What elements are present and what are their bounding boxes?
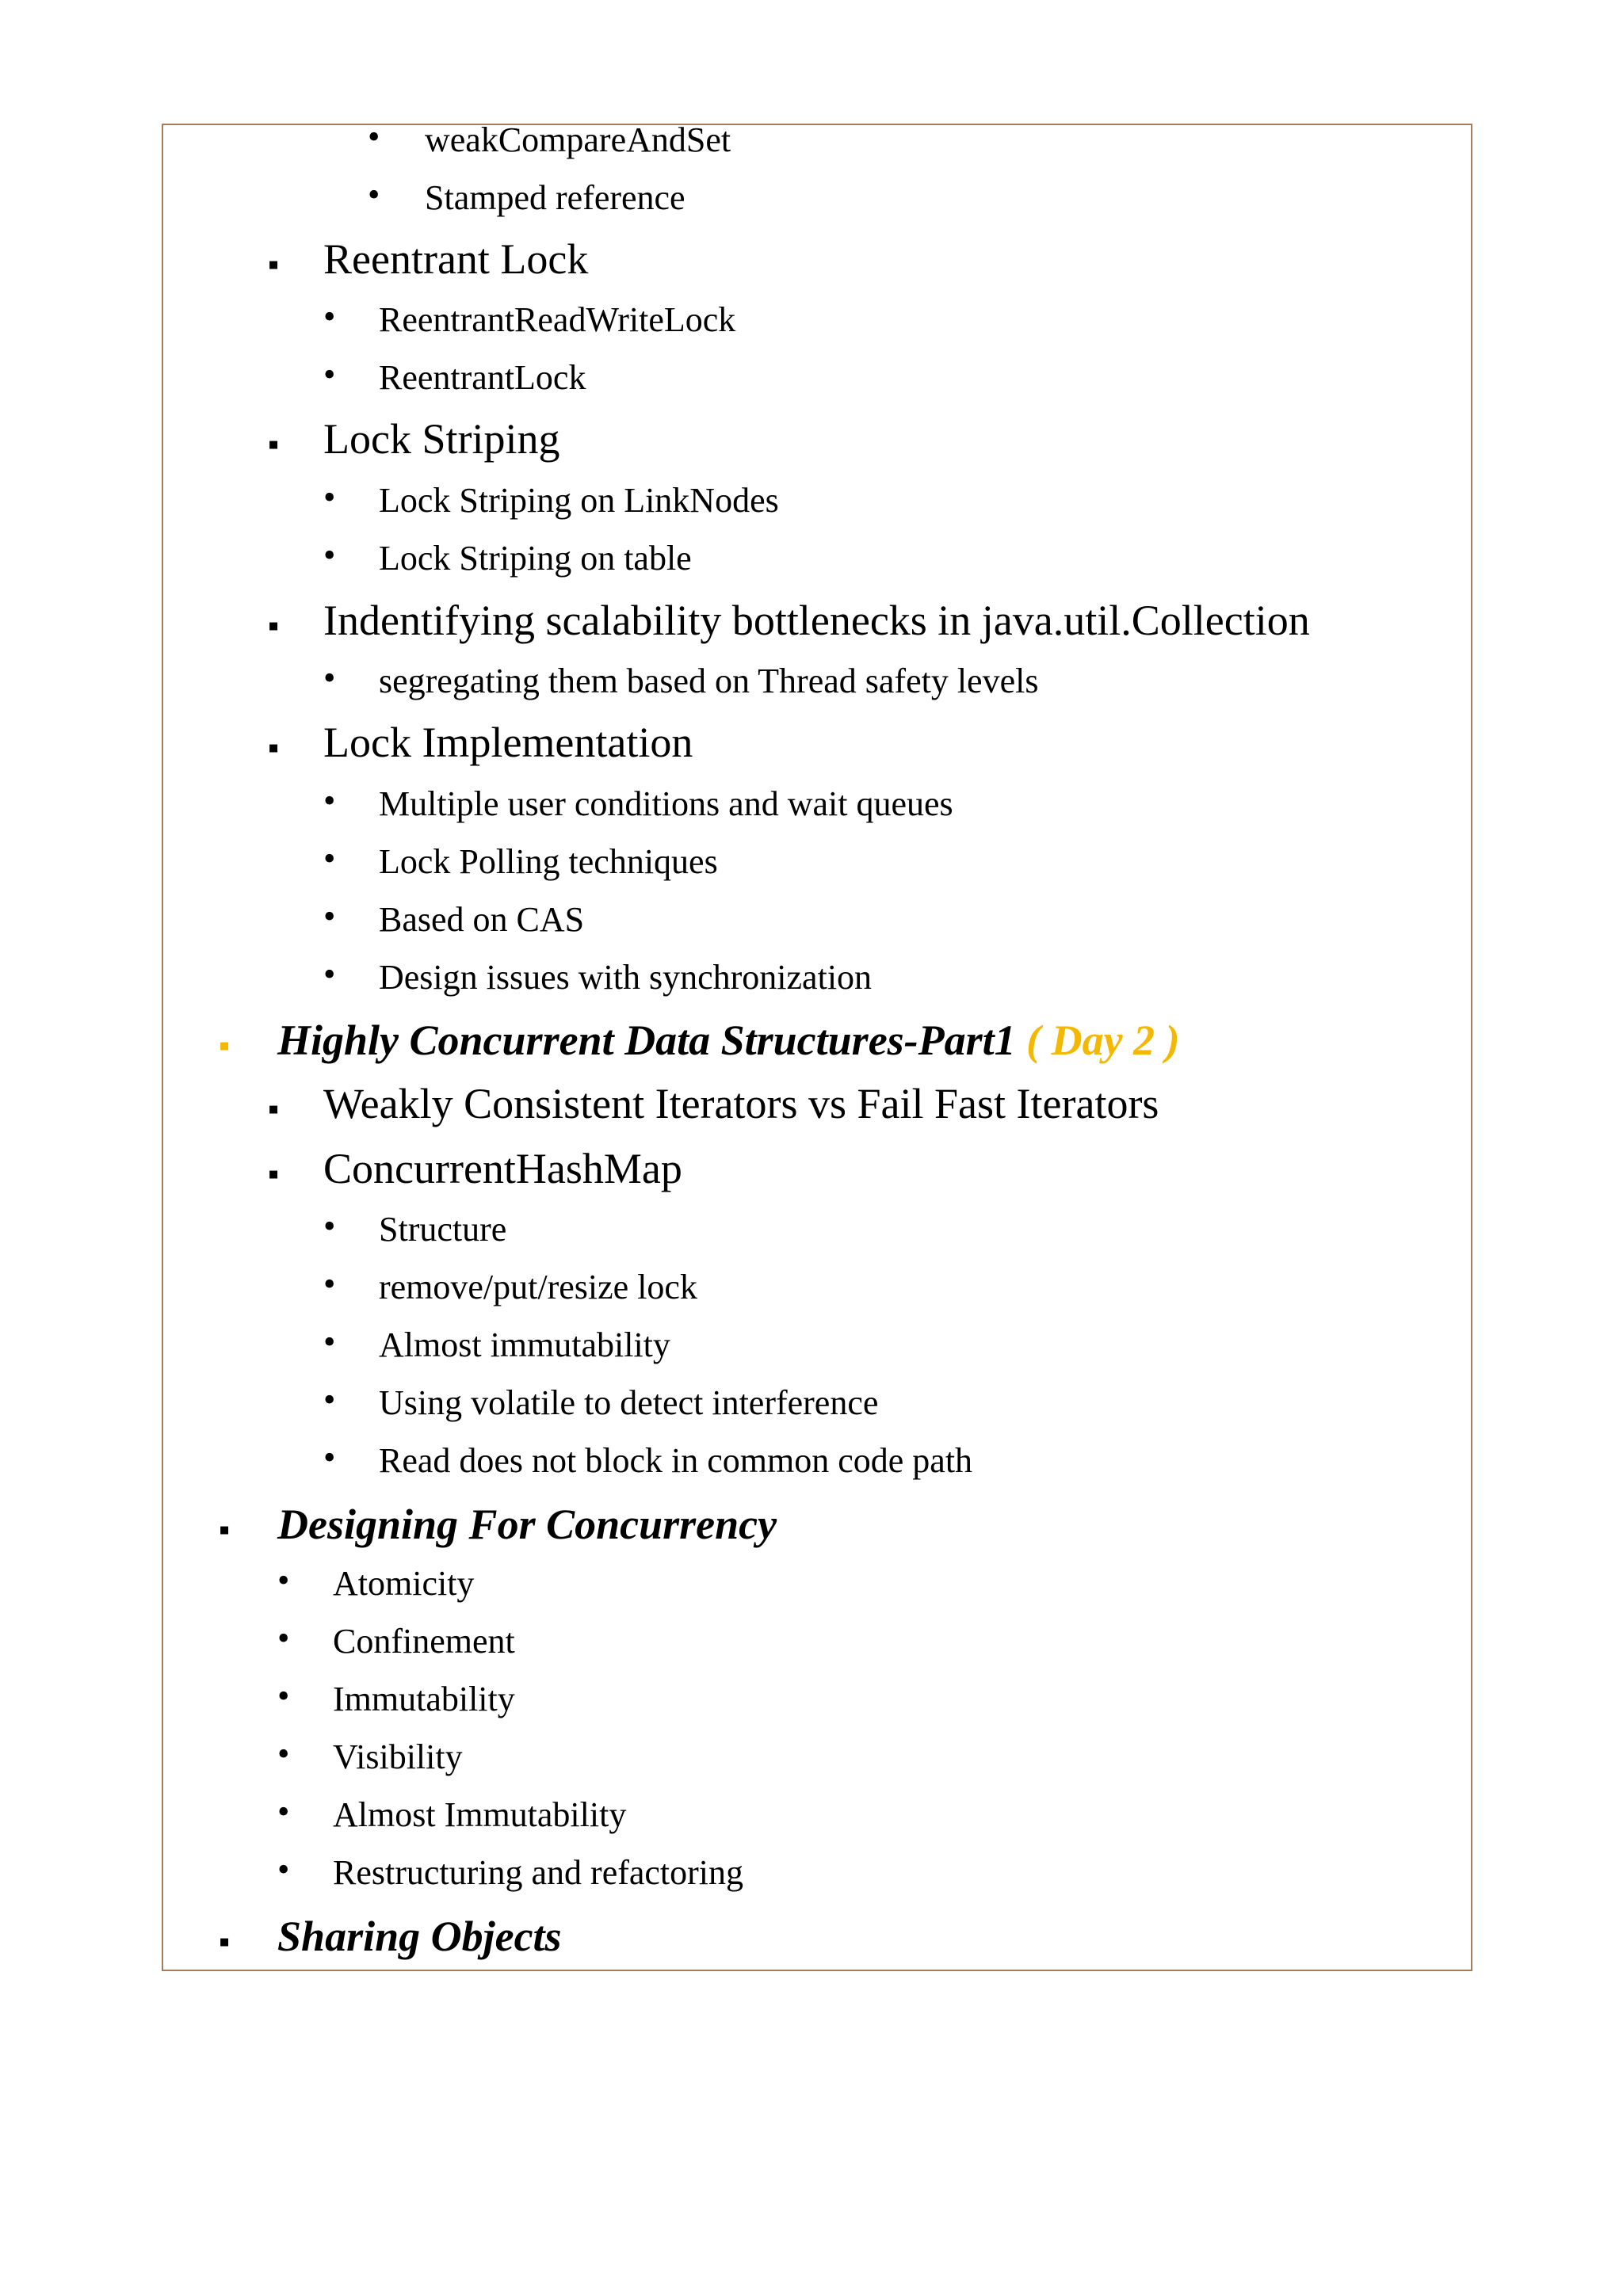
outline-item-text: [379, 960, 872, 995]
outline-item-text: [379, 300, 736, 339]
outline-item-text: [379, 664, 1038, 699]
outline-item-label: remove/put/resize lock: [379, 1268, 697, 1306]
outline-item: [2, 296, 1623, 360]
outline-item: [2, 1733, 1623, 1797]
outline-item-label: Immutability: [333, 1680, 515, 1718]
outline-item-label: Design issues with synchronization: [379, 958, 873, 997]
outline-item: [2, 721, 1623, 784]
outline-item-label: ConcurrentHashMap: [323, 1145, 682, 1192]
bullet-icon: •: [323, 781, 336, 820]
outline-item-label: Structure: [379, 1210, 507, 1249]
bullet-icon: •: [323, 839, 336, 878]
outline-frame: [162, 117, 1472, 1971]
outline-item: [2, 780, 1623, 844]
outline-item: [2, 116, 1623, 180]
square-bullet-icon: ▪: [219, 1028, 231, 1063]
outline-item: [2, 1501, 1623, 1565]
outline-item-label: segregating them based on Thread safety levels: [379, 662, 1039, 700]
outline-item-text: [277, 1503, 777, 1546]
square-bullet-icon: ▪: [268, 246, 280, 282]
outline-item-label: Restructuring and refactoring: [333, 1853, 744, 1892]
outline-item: [2, 1264, 1623, 1327]
bullet-icon: •: [368, 175, 380, 214]
outline-item-text: [425, 120, 731, 159]
outline-item-text: [379, 1325, 670, 1364]
outline-item: [2, 415, 1623, 481]
outline-item: [2, 1618, 1623, 1681]
outline-item: [2, 477, 1623, 540]
outline-item-label: Designing For Concurrency: [277, 1501, 777, 1548]
outline-item-label: Almost Immutability: [333, 1795, 627, 1834]
bullet-icon: •: [323, 1438, 336, 1477]
outline-item-label: Read does not block in common code path: [379, 1441, 973, 1480]
outline-item-label: Lock Striping on LinkNodes: [379, 481, 779, 520]
square-bullet-icon: ▪: [268, 1156, 280, 1192]
outline-item: [2, 1147, 1623, 1211]
outline-item-label: Visibility: [333, 1737, 463, 1776]
outline-item: [2, 1913, 1623, 1977]
outline-item-label: Lock Striping on table: [379, 539, 692, 578]
outline-item-text: [379, 483, 779, 518]
outline-item-label: Weakly Consistent Iterators vs Fail Fast Iterators: [323, 1080, 1159, 1127]
outline-item: [2, 896, 1623, 959]
outline-item-text: [379, 842, 718, 881]
outline-item-label: Indentifying scalability bottlenecks in java.util.Collection: [323, 597, 1310, 644]
outline-item: [2, 174, 1623, 238]
bullet-icon: •: [277, 1734, 290, 1773]
outline-item: [2, 535, 1623, 598]
day-label: ( Day 2 ): [1015, 1016, 1180, 1064]
outline-item-text: [425, 178, 685, 217]
outline-item-text: [379, 541, 692, 576]
outline-item-label: ReentrantReadWriteLock: [379, 300, 736, 339]
outline-item-text: [333, 1624, 515, 1659]
outline-item: [2, 1791, 1623, 1855]
bullet-icon: •: [277, 1850, 290, 1889]
bullet-icon: •: [323, 1264, 336, 1303]
bullet-icon: •: [323, 897, 336, 936]
bullet-icon: •: [323, 1380, 336, 1419]
bullet-icon: •: [323, 478, 336, 517]
outline-item-text: [323, 1147, 682, 1190]
outline-item-label: Lock Polling techniques: [379, 842, 718, 881]
outline-item-label: Highly Concurrent Data Structures-Part1: [277, 1016, 1016, 1064]
outline-item: [2, 1437, 1623, 1501]
outline-item: [2, 838, 1623, 902]
outline-item-label: Stamped reference: [425, 178, 685, 217]
outline-item: [2, 1560, 1623, 1623]
outline-item-text: [379, 1383, 879, 1422]
outline-item-text: [379, 784, 953, 823]
bullet-icon: •: [368, 117, 380, 156]
outline-item: [2, 1379, 1623, 1443]
square-bullet-icon: ▪: [219, 1512, 231, 1547]
outline-item: [2, 1676, 1623, 1739]
bullet-icon: •: [323, 1322, 336, 1361]
outline-item-label: Atomicity: [333, 1564, 475, 1603]
square-bullet-icon: ▪: [268, 730, 280, 765]
outline-item: [2, 1082, 1623, 1146]
bullet-icon: •: [323, 955, 336, 994]
outline-item-text: [333, 1566, 474, 1601]
outline-item-text: [323, 599, 1310, 642]
outline-item-text: [379, 1212, 506, 1247]
bullet-icon: •: [277, 1561, 290, 1600]
outline-item: [2, 1849, 1623, 1913]
outline-item-label: Lock Implementation: [323, 719, 693, 766]
outline-item-text: [323, 721, 693, 764]
bullet-icon: •: [323, 536, 336, 574]
outline-item-label: Multiple user conditions and wait queues: [379, 784, 953, 823]
square-bullet-icon: ▪: [219, 1924, 231, 1959]
bullet-icon: •: [323, 297, 336, 336]
outline-item: [2, 1206, 1623, 1269]
bullet-icon: •: [323, 1207, 336, 1245]
outline-item-text: [323, 235, 589, 283]
outline-item-text: [379, 360, 586, 395]
bullet-icon: •: [323, 658, 336, 697]
outline-item: [2, 235, 1623, 301]
outline-item-text: [277, 1016, 1180, 1064]
outline-item-label: Sharing Objects: [277, 1913, 562, 1960]
outline-item-text: [323, 415, 560, 463]
outline-item-text: [333, 1855, 743, 1890]
outline-item-label: Lock Striping: [323, 415, 560, 463]
bullet-icon: •: [277, 1619, 290, 1657]
outline-item-text: [379, 1441, 973, 1480]
bullet-icon: •: [277, 1792, 290, 1831]
outline-item: [2, 954, 1623, 1017]
outline-item: [2, 1322, 1623, 1385]
outline-item-text: [333, 1737, 463, 1776]
outline-item-text: [333, 1795, 627, 1834]
outline-item-label: Using volatile to detect interference: [379, 1383, 879, 1422]
outline-item-text: [333, 1682, 515, 1717]
outline-item-label: Confinement: [333, 1622, 515, 1661]
outline-item-label: weakCompareAndSet: [425, 120, 731, 159]
outline-item-label: ReentrantLock: [379, 358, 586, 397]
outline-item: [2, 354, 1623, 418]
outline-item-text: [379, 1270, 697, 1305]
square-bullet-icon: ▪: [268, 608, 280, 643]
outline-item-text: [277, 1915, 562, 1958]
outline-item-text: [323, 1082, 1159, 1125]
outline-item: [2, 1017, 1623, 1081]
outline-item-label: Reentrant Lock: [323, 235, 589, 283]
outline-item-text: [379, 902, 584, 937]
outline-item: [2, 658, 1623, 721]
bullet-icon: •: [277, 1676, 290, 1715]
bullet-icon: •: [323, 355, 336, 394]
square-bullet-icon: ▪: [268, 1091, 280, 1127]
outline-item: [2, 599, 1623, 662]
outline-item-label: Almost immutability: [379, 1325, 670, 1364]
square-bullet-icon: ▪: [268, 426, 280, 462]
outline-item-label: Based on CAS: [379, 900, 585, 939]
